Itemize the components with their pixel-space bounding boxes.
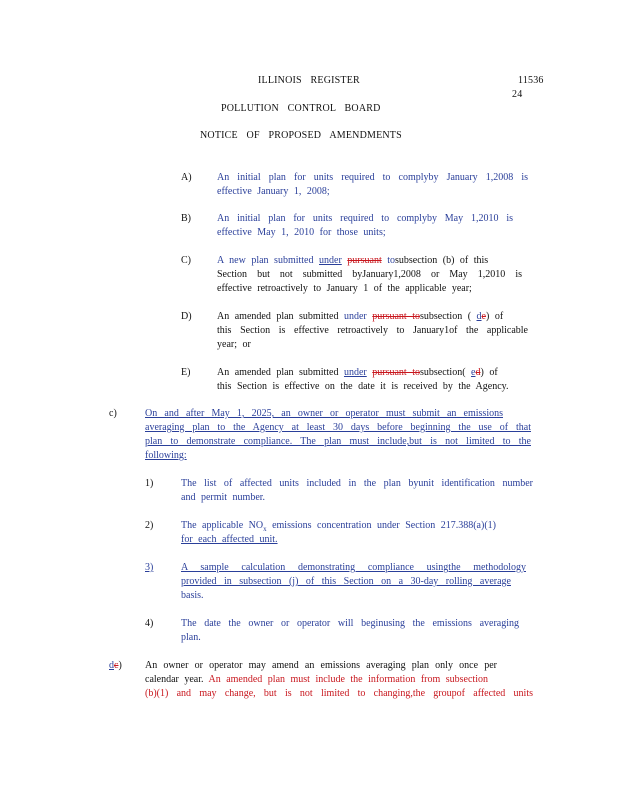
item-c-inserted-under: under <box>319 255 342 266</box>
section-c-line-2: averaging plan to the Agency at least 30 days before beginning the use of that <box>145 422 531 433</box>
subitem-4-line-1: The date the owner or operator will beginusing the emissions averaging <box>181 618 519 629</box>
item-e-label: E) <box>181 367 191 378</box>
item-d-line-2: this Section is effective retroactively to January1of the applicable <box>217 325 528 336</box>
item-c-text: A new plan submitted <box>217 255 314 266</box>
item-d-deleted-letter: e <box>481 311 486 322</box>
section-d-label-old: c <box>114 660 119 671</box>
item-d-label: D) <box>181 311 192 322</box>
item-c-line-1 <box>217 254 537 268</box>
item-c-subsection: subsection (b) of this <box>395 255 489 266</box>
item-e-text: An amended plan submitted <box>217 367 339 378</box>
item-a-line-2: effective January 1, 2008; <box>217 186 330 197</box>
item-e-deleted-letter: d <box>475 367 481 378</box>
item-d-text: An amended plan submitted <box>217 311 339 322</box>
section-d-label-paren: ) <box>118 660 122 671</box>
page-number: 11536 <box>518 75 544 86</box>
item-d-line-3: year; or <box>217 339 251 350</box>
item-d-inserted-under: under <box>343 311 367 322</box>
subitem-1-line-2: and permit number. <box>181 492 266 503</box>
item-c-line-2: Section but not submitted byJanuary1,2008 or May 1,2010 is <box>217 269 522 280</box>
item-d-of: ) of <box>485 311 504 322</box>
section-c-line-3: plan to demonstrate compliance. The plan must include,but is not limited to the <box>145 436 531 447</box>
subitem-3-label: 3) <box>145 562 154 573</box>
item-c-line-3: effective retroactively to January 1 of the applicable year; <box>217 283 472 294</box>
register-title: ILLINOIS REGISTER <box>258 75 360 86</box>
item-e-of: ) of <box>480 367 498 378</box>
item-e-line-2: this Section is effective on the date it is received by the Agency. <box>217 381 509 392</box>
item-b-line-1: An initial plan for units required to complyby May 1,2010 is <box>217 213 513 224</box>
section-c-line-4: following: <box>145 450 187 461</box>
item-e-inserted-under: under <box>343 367 367 378</box>
subitem-2-label: 2) <box>145 520 154 531</box>
subitem-2-line-2: for each affected unit. <box>181 534 278 545</box>
section-d-label <box>109 659 122 673</box>
item-d-deleted-pursuant: pursuant to <box>372 311 420 322</box>
section-c-label: c) <box>109 408 117 419</box>
item-d-subsection: subsection ( <box>419 311 472 322</box>
item-c-label: C) <box>181 255 191 266</box>
subitem-3-line-2: provided in subsection (j) of this Section on a 30-day rolling average <box>181 576 511 587</box>
section-d-line-1: An owner or operator may amend an emissions averaging plan only once per <box>145 660 497 671</box>
item-b-line-2: effective May 1, 2010 for those units; <box>217 227 386 238</box>
section-d-line-2 <box>145 673 533 687</box>
subitem-2-text-b: emissions concentration under Section 217.388(a)(1) <box>272 520 496 531</box>
subitem-3-line-3: basis. <box>181 590 204 601</box>
section-d-label-new: d <box>109 660 114 671</box>
item-c-to: to <box>387 255 396 266</box>
section-d-line-2-start: calendar year. <box>145 674 204 685</box>
subitem-2-subscript: x <box>263 525 267 533</box>
item-b-label: B) <box>181 213 191 224</box>
section-d-line-3: (b)(1) and may change, but is not limited to changing,the groupof affected units <box>145 688 533 699</box>
item-e-line-1 <box>217 366 537 380</box>
subitem-4-label: 4) <box>145 618 154 629</box>
subitem-2-text-a: The applicable NO <box>181 520 264 531</box>
item-e-deleted-pursuant: pursuant to <box>372 367 420 378</box>
item-a-line-1: An initial plan for units required to complyby January 1,2008 is <box>217 172 528 183</box>
section-c-line-1: On and after May 1, 2025, an owner or operator must submit an emissions <box>145 408 503 419</box>
issue-number: 24 <box>512 89 523 100</box>
item-e-inserted-letter: e <box>471 367 476 378</box>
subitem-3-line-1: A sample calculation demonstrating compliance usingthe methodology <box>181 562 526 573</box>
item-e-subsection: subsection( <box>419 367 466 378</box>
item-c-deleted-pursuant: pursuant <box>347 255 382 266</box>
item-a-label: A) <box>181 172 192 183</box>
subitem-4-line-2: plan. <box>181 632 201 643</box>
item-d-inserted-letter: d <box>476 311 482 322</box>
notice-title: NOTICE OF PROPOSED AMENDMENTS <box>200 130 402 141</box>
item-d-line-1 <box>217 310 537 324</box>
subitem-1-label: 1) <box>145 478 154 489</box>
section-d-line-2-inserted: An amended plan must include the information from subsection <box>208 674 488 685</box>
board-title: POLLUTION CONTROL BOARD <box>221 103 381 114</box>
subitem-1-line-1: The list of affected units included in the plan byunit identification number <box>181 478 533 489</box>
